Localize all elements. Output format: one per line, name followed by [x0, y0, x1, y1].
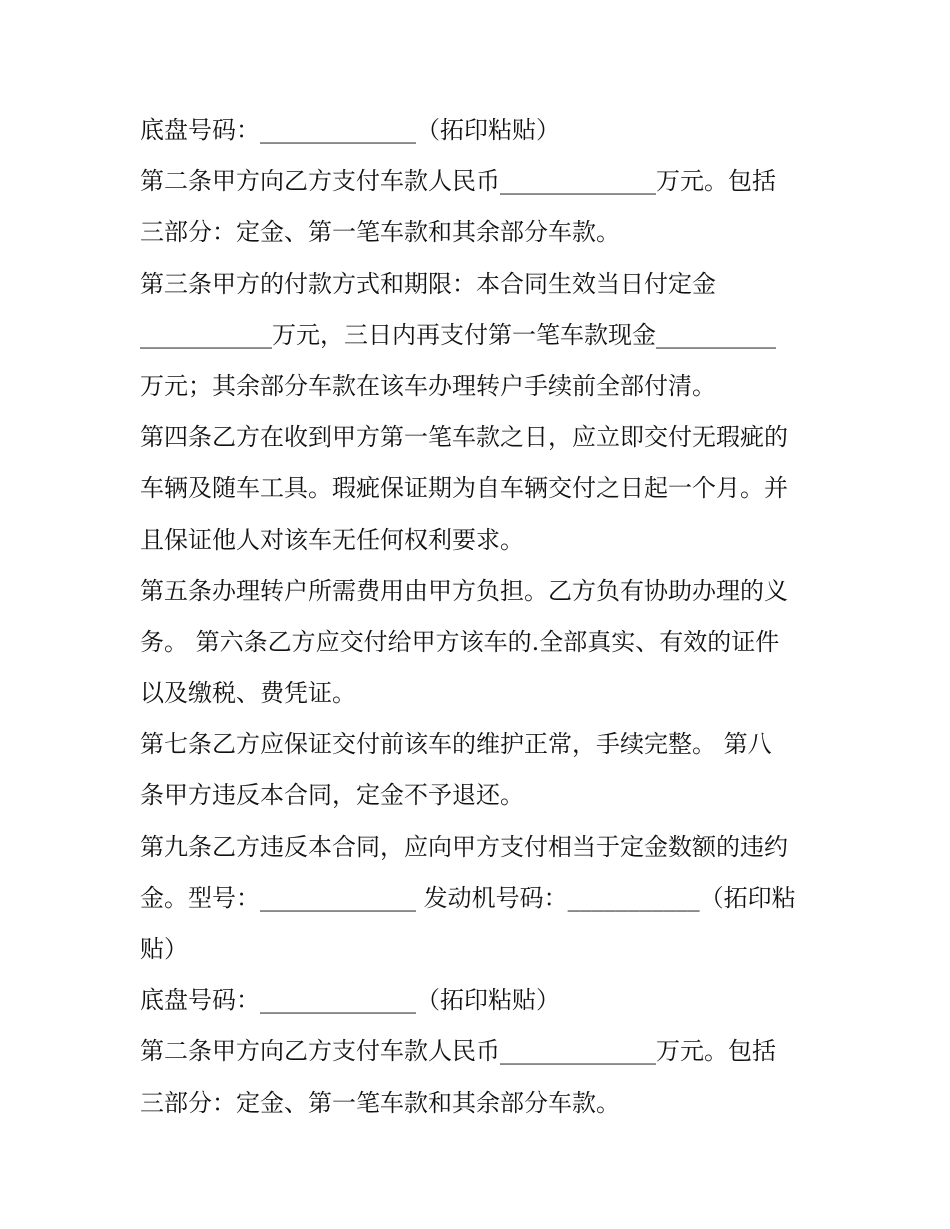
body-line: 第七条乙方应保证交付前该车的维护正常，手续完整。 第八 — [140, 730, 772, 759]
body-line: ___________万元，三日内再支付第一笔车款现金__________ — [140, 320, 776, 349]
body-line: 第九条乙方违反本合同，应向甲方支付相当于定金数额的违约 — [140, 832, 788, 861]
body-line: 条甲方违反本合同，定金不予退还。 — [140, 781, 524, 810]
body-line: 底盘号码：_____________（拓印粘贴） — [140, 116, 560, 144]
body-line: 第三条甲方的付款方式和期限：本合同生效当日付定金 — [140, 269, 716, 298]
body-line: 底盘号码：_____________（拓印粘贴） — [140, 986, 560, 1015]
body-line: 万元；其余部分车款在该车办理转户手续前全部付清。 — [140, 371, 716, 400]
body-line: 贴） — [140, 935, 188, 963]
body-line: 务。 第六条乙方应交付给甲方该车的.全部真实、有效的证件 — [140, 627, 780, 656]
body-line: 三部分：定金、第一笔车款和其余部分车款。 — [140, 1088, 620, 1117]
body-line: 第二条甲方向乙方支付车款人民币_____________万元。包括 — [140, 167, 776, 196]
body-line: 第二条甲方向乙方支付车款人民币_____________万元。包括 — [140, 1037, 776, 1066]
body-line: 以及缴税、费凭证。 — [140, 679, 356, 708]
contract-body — [140, 108, 816, 1132]
body-line: 金。型号：_____________ 发动机号码：___________（拓印粘 — [140, 883, 796, 912]
body-line: 第四条乙方在收到甲方第一笔车款之日，应立即交付无瑕疵的 — [140, 423, 788, 452]
body-line: 三部分：定金、第一笔车款和其余部分车款。 — [140, 218, 620, 247]
body-line: 车辆及随车工具。瑕疵保证期为自车辆交付之日起一个月。并 — [140, 474, 788, 503]
body-line: 且保证他人对该车无任何权利要求。 — [140, 525, 524, 554]
body-line: 第五条办理转户所需费用由甲方负担。乙方负有协助办理的义 — [140, 576, 788, 605]
